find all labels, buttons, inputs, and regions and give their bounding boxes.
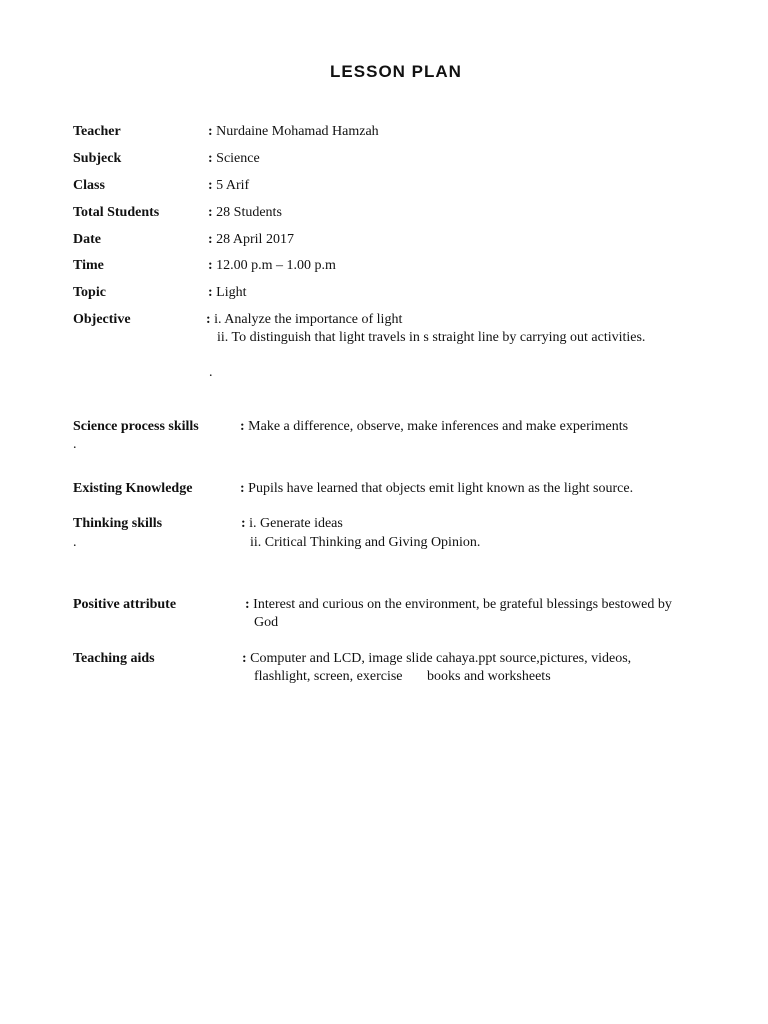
page-title: LESSON PLAN — [330, 62, 462, 81]
value-text: Make a difference, observe, make inferences and make experiments — [248, 419, 629, 434]
value-text: Interest and curious on the environment, be grateful blessings bestowed by — [253, 597, 672, 612]
colon: : — [245, 597, 250, 612]
value-text: Science — [216, 151, 260, 166]
field-value-teaching-aids-line-1 — [242, 650, 631, 668]
field-label-time: Time — [73, 258, 104, 273]
field-value-teacher — [208, 123, 379, 141]
field-label-date: Date — [73, 232, 101, 247]
colon: : — [208, 124, 213, 139]
value-text: Nurdaine Mohamad Hamzah — [216, 124, 379, 139]
colon: : — [208, 151, 213, 166]
colon: : — [208, 205, 213, 220]
value-text: Computer and LCD, image slide cahaya.ppt source,pictures, videos, — [250, 651, 632, 666]
field-value-time — [208, 257, 336, 275]
field-label-topic: Topic — [73, 285, 106, 300]
field-value-subject — [208, 150, 260, 168]
colon: : — [208, 232, 213, 247]
field-value-thinking-skills-line-2: ii. Critical Thinking and Giving Opinion. — [250, 535, 481, 550]
field-value-objective-line-2: ii. To distinguish that light travels in s straight line by carrying out activities. — [217, 330, 646, 345]
field-label-class: Class — [73, 178, 105, 193]
field-value-positive-attribute-line-2: God — [254, 615, 279, 630]
value-text: 28 Students — [216, 205, 282, 220]
value-text: 12.00 p.m – 1.00 p.m — [216, 258, 336, 273]
field-value-existing-knowledge — [240, 480, 633, 498]
stray-dot: . — [73, 535, 77, 550]
colon: : — [208, 178, 213, 193]
value-text: Light — [216, 285, 247, 300]
colon: : — [241, 516, 246, 531]
value-text: 5 Arif — [216, 178, 250, 193]
colon: : — [208, 258, 213, 273]
field-value-teaching-aids-line-2: flashlight, screen, exercise books and worksheets — [254, 669, 551, 684]
field-value-science-process-skills — [240, 418, 628, 436]
field-value-positive-attribute-line-1 — [245, 596, 672, 614]
stray-dot: . — [73, 437, 77, 452]
field-value-topic — [208, 284, 247, 302]
value-text: Pupils have learned that objects emit light known as the light source. — [248, 481, 634, 496]
field-label-existing-knowledge: Existing Knowledge — [73, 481, 193, 496]
value-text: i. Analyze the importance of light — [214, 312, 403, 327]
field-label-science-process-skills: Science process skills — [73, 419, 199, 434]
field-label-thinking-skills: Thinking skills — [73, 516, 163, 531]
colon: : — [242, 651, 247, 666]
colon: : — [240, 419, 245, 434]
colon: : — [240, 481, 245, 496]
value-text: i. Generate ideas — [249, 516, 343, 531]
field-value-thinking-skills-line-1 — [241, 515, 343, 533]
field-value-date — [208, 231, 294, 249]
colon: : — [208, 285, 213, 300]
stray-dot: . — [209, 365, 213, 380]
field-label-positive-attribute: Positive attribute — [73, 597, 177, 612]
field-label-teaching-aids: Teaching aids — [73, 651, 155, 666]
field-value-class — [208, 177, 249, 195]
field-value-total-students — [208, 204, 282, 222]
field-label-teacher: Teacher — [73, 124, 121, 139]
field-label-total-students: Total Students — [73, 205, 160, 220]
field-label-objective: Objective — [73, 312, 131, 327]
colon: : — [206, 312, 211, 327]
field-label-subject: Subjeck — [73, 151, 122, 166]
value-text: 28 April 2017 — [216, 232, 294, 247]
field-value-objective-line-1 — [206, 311, 402, 329]
